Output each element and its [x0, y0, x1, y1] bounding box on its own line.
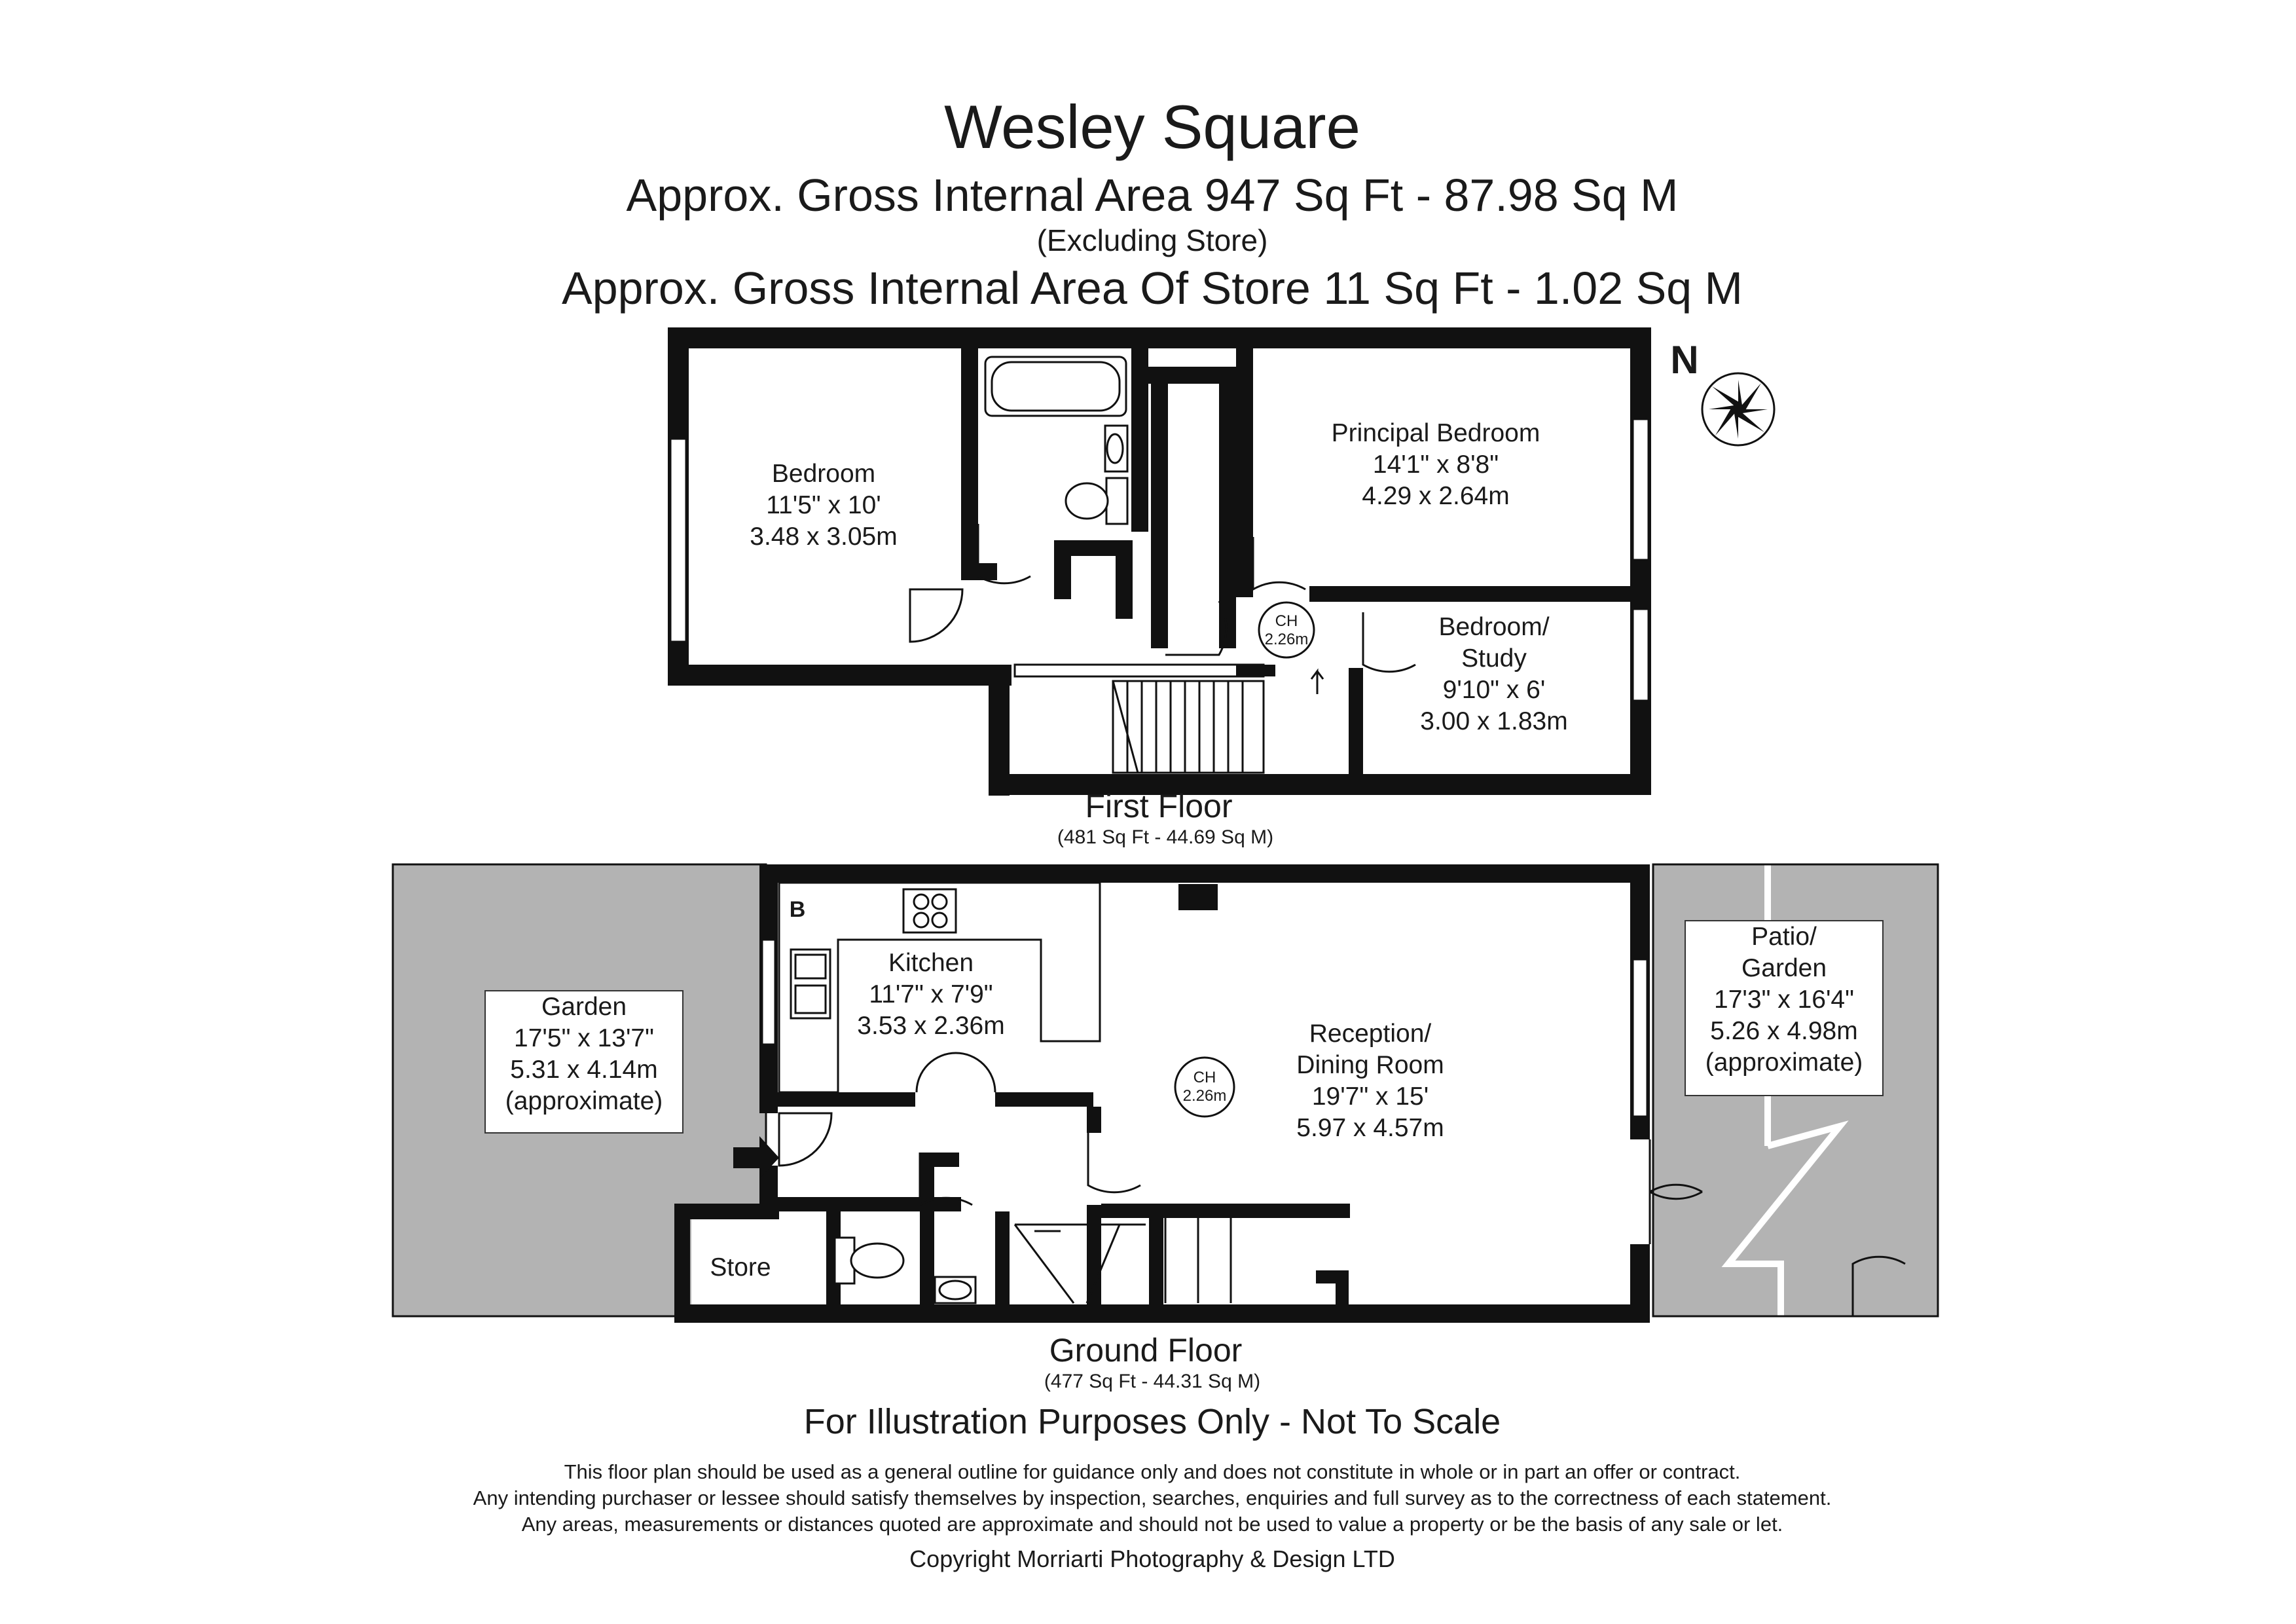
patio-label — [1685, 920, 1884, 1096]
reception-label — [1296, 1018, 1444, 1144]
boiler-label: B — [789, 897, 806, 922]
room-metric: 5.97 x 4.57m — [1296, 1114, 1444, 1142]
room-name: Kitchen — [888, 949, 974, 977]
store-area: Approx. Gross Internal Area Of Store 11 Sq Ft - 1.02 Sq M — [562, 263, 1743, 314]
room-imperial: 11'5" x 10' — [766, 491, 881, 519]
ground-floor-ch — [1183, 1069, 1227, 1105]
copyright: Copyright Morriarti Photography & Design LTD — [909, 1545, 1395, 1572]
north-label: N — [1670, 338, 1699, 382]
room-name: Bedroom — [771, 460, 876, 488]
disclaimer-line-1: This floor plan should be used as a general outline for guidance only and does not constitute in whole or in part an offer or contract. — [564, 1460, 1741, 1483]
excluding-note: (Excluding Store) — [1036, 223, 1268, 257]
first-floor-title: First Floor — [1085, 788, 1233, 824]
disclaimer-line-2: Any intending purchaser or lessee should satisfy themselves by inspection, searches, enquiries and full survey as to the correctness of each statement. — [473, 1486, 1832, 1509]
room-metric: 5.26 x 4.98m — [1710, 1017, 1858, 1045]
total-area: Approx. Gross Internal Area 947 Sq Ft - 87.98 Sq M — [626, 170, 1679, 221]
room-imperial: 14'1" x 8'8" — [1372, 451, 1499, 479]
first-floor-area: (481 Sq Ft - 44.69 Sq M) — [1057, 826, 1274, 848]
ch-label: CH — [1275, 612, 1298, 630]
study-label — [1420, 612, 1567, 737]
room-name-2: Garden — [1741, 954, 1827, 982]
room-name-2: Dining Room — [1296, 1051, 1444, 1079]
ground-floor-area: (477 Sq Ft - 44.31 Sq M) — [1044, 1371, 1261, 1392]
ch-height: 2.26m — [1264, 631, 1309, 648]
illustration-note: For Illustration Purposes Only - Not To Scale — [803, 1402, 1501, 1441]
room-name: Bedroom/ — [1438, 613, 1550, 641]
room-metric: 3.00 x 1.83m — [1420, 707, 1568, 735]
principal-bedroom-label — [1332, 418, 1540, 512]
room-imperial: 19'7" x 15' — [1311, 1082, 1429, 1111]
kitchen-label — [857, 948, 1004, 1042]
garden-label — [484, 990, 683, 1134]
room-imperial: 11'7" x 7'9" — [869, 980, 993, 1008]
room-name: Garden — [541, 993, 627, 1021]
room-imperial: 9'10" x 6' — [1442, 676, 1546, 704]
room-metric: 5.31 x 4.14m — [510, 1056, 658, 1084]
room-imperial: 17'5" x 13'7" — [514, 1024, 654, 1052]
page-title: Wesley Square — [944, 92, 1360, 161]
room-imperial: 17'3" x 16'4" — [1714, 986, 1854, 1014]
ground-floor-title: Ground Floor — [1049, 1332, 1243, 1369]
bedroom-label — [750, 458, 897, 553]
room-metric: 4.29 x 2.64m — [1362, 482, 1510, 510]
ch-label: CH — [1193, 1069, 1216, 1086]
room-name-2: Study — [1461, 644, 1527, 673]
room-name: Reception/ — [1309, 1020, 1432, 1048]
room-name: Patio/ — [1751, 923, 1817, 951]
room-metric: 3.53 x 2.36m — [857, 1012, 1005, 1040]
room-name: Principal Bedroom — [1331, 419, 1540, 447]
room-note: (approximate) — [1705, 1048, 1863, 1077]
room-metric: 3.48 x 3.05m — [750, 523, 898, 551]
compass-icon — [1702, 373, 1774, 445]
disclaimer-line-3: Any areas, measurements or distances quoted are approximate and should not be used to value a property or be the basis of any sale or let. — [521, 1513, 1783, 1536]
store-label: Store — [710, 1253, 771, 1282]
room-note: (approximate) — [505, 1087, 663, 1115]
first-floor-ch — [1265, 612, 1309, 649]
ch-height: 2.26m — [1182, 1087, 1227, 1105]
